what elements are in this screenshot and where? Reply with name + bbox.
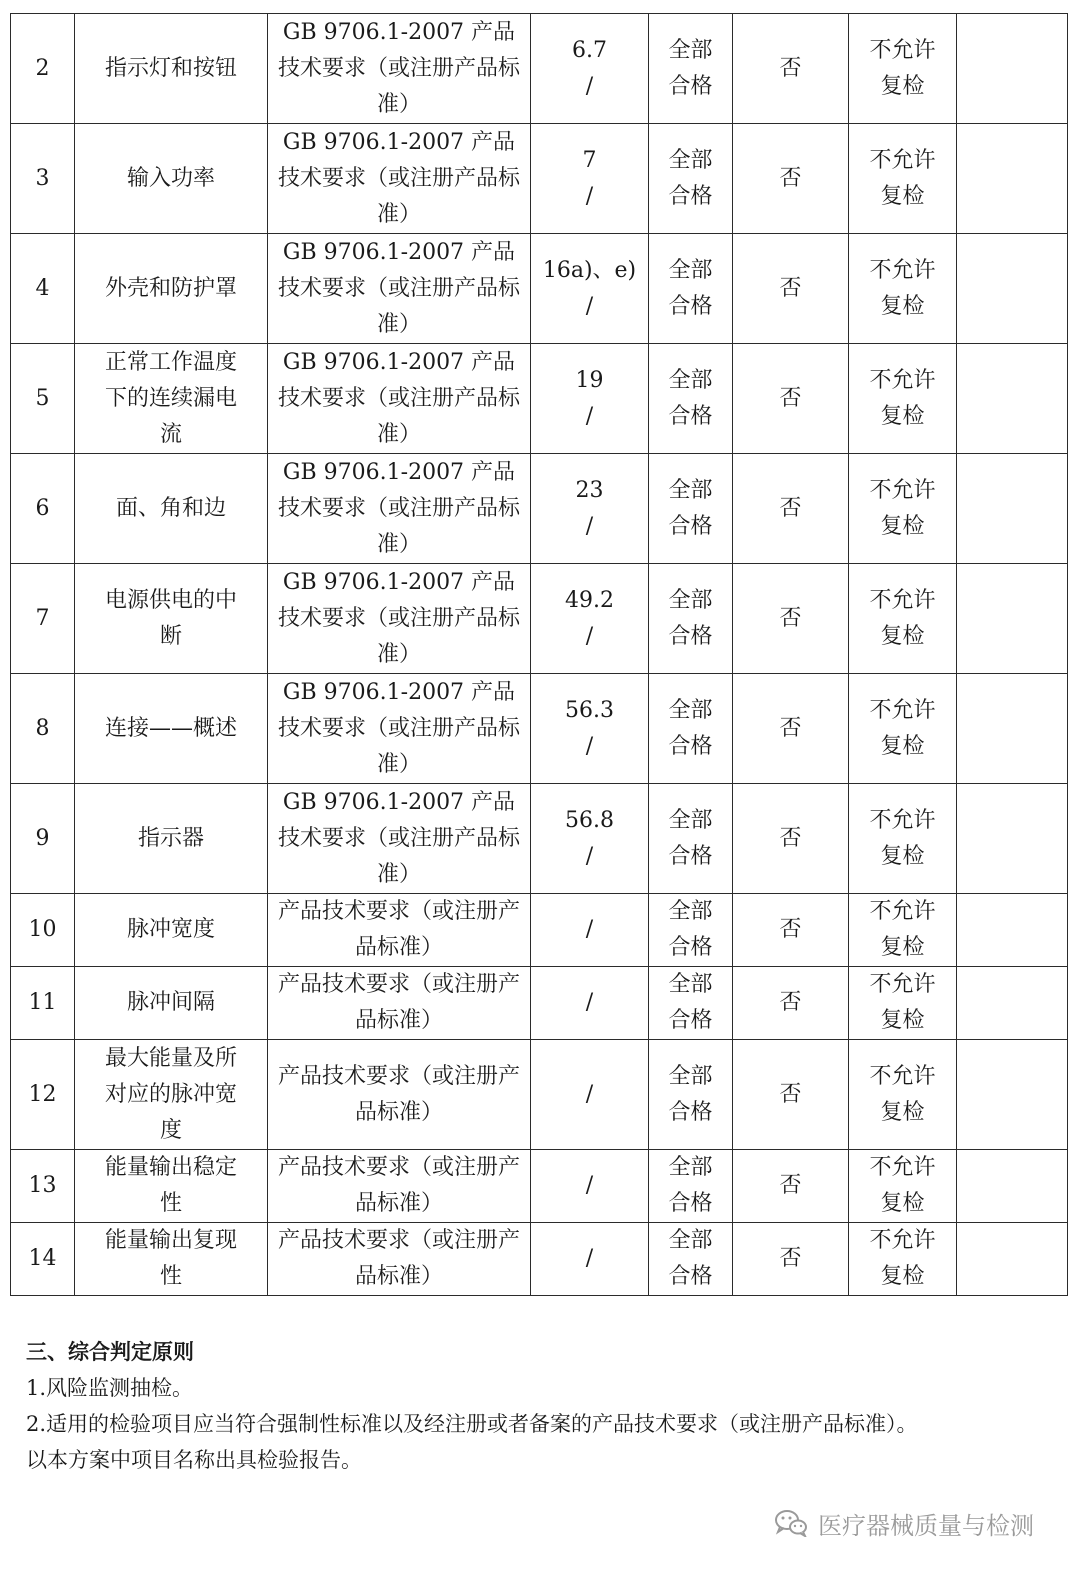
item-name: 脉冲间隔: [75, 967, 268, 1040]
professional-judgment: 否: [733, 1150, 849, 1223]
retest-policy: 不允许复检: [849, 344, 957, 454]
item-name: 电源供电的中断: [75, 564, 268, 674]
professional-judgment: 否: [733, 344, 849, 454]
remarks: [957, 784, 1068, 894]
clause-cell: [531, 1040, 649, 1150]
qualification-scope: 全部合格: [649, 234, 733, 344]
professional-judgment: 否: [733, 124, 849, 234]
remarks: [957, 674, 1068, 784]
principle-line: 1.风险监测抽检。: [26, 1376, 194, 1400]
principle-line: 2.适用的检验项目应当符合强制性标准以及经注册或者备案的产品技术要求（或注册产品标准）。: [26, 1412, 918, 1436]
standard-basis: 产品技术要求（或注册产品标准）: [268, 1040, 531, 1150]
remarks: [957, 1150, 1068, 1223]
clause-cell: [531, 1223, 649, 1296]
clause-cell: [531, 454, 649, 564]
retest-policy: 不允许复检: [849, 454, 957, 564]
standard-basis: GB 9706.1-2007 产品技术要求（或注册产品标准）: [268, 344, 531, 454]
qualification-scope: 全部合格: [649, 564, 733, 674]
professional-judgment: 否: [733, 14, 849, 124]
standard-basis: GB 9706.1-2007 产品技术要求（或注册产品标准）: [268, 234, 531, 344]
professional-judgment: 否: [733, 674, 849, 784]
retest-policy: 不允许复检: [849, 967, 957, 1040]
clause-number: 49.2: [565, 587, 614, 613]
table-row: [11, 967, 1068, 1040]
item-name: 指示灯和按钮: [75, 14, 268, 124]
clause-number: 56.8: [565, 807, 614, 833]
section-heading: 三、综合判定原则: [26, 1340, 194, 1364]
clause-cell: [531, 564, 649, 674]
clause-sub: /: [585, 1081, 594, 1107]
standard-basis: GB 9706.1-2007 产品技术要求（或注册产品标准）: [268, 674, 531, 784]
table-row: [11, 1223, 1068, 1296]
retest-policy: 不允许复检: [849, 1150, 957, 1223]
table-row: [11, 234, 1068, 344]
clause-sub: /: [585, 1246, 594, 1271]
row-number: 5: [11, 344, 75, 454]
row-number: 2: [11, 14, 75, 124]
qualification-scope: 全部合格: [649, 1150, 733, 1223]
retest-policy: 不允许复检: [849, 234, 957, 344]
remarks: [957, 234, 1068, 344]
table-row: [11, 1040, 1068, 1150]
qualification-scope: 全部合格: [649, 967, 733, 1040]
clause-cell: [531, 14, 649, 124]
remarks: [957, 124, 1068, 234]
clause-sub: /: [585, 183, 594, 209]
watermark-text: 医疗器械质量与检测: [818, 1511, 1034, 1540]
principle-line: 以本方案中项目名称出具检验报告。: [26, 1448, 362, 1472]
clause-cell: [531, 967, 649, 1040]
row-number: 8: [11, 674, 75, 784]
professional-judgment: 否: [733, 1040, 849, 1150]
item-name: 能量输出稳定性: [75, 1150, 268, 1223]
standard-basis: 产品技术要求（或注册产品标准）: [268, 1223, 531, 1296]
item-name: 外壳和防护罩: [75, 234, 268, 344]
standard-basis: GB 9706.1-2007 产品技术要求（或注册产品标准）: [268, 564, 531, 674]
table-row: [11, 784, 1068, 894]
qualification-scope: 全部合格: [649, 124, 733, 234]
standard-basis: 产品技术要求（或注册产品标准）: [268, 894, 531, 967]
standard-basis: GB 9706.1-2007 产品技术要求（或注册产品标准）: [268, 124, 531, 234]
professional-judgment: 否: [733, 1223, 849, 1296]
remarks: [957, 1223, 1068, 1296]
qualification-scope: 全部合格: [649, 454, 733, 564]
qualification-scope: 全部合格: [649, 894, 733, 967]
remarks: [957, 967, 1068, 1040]
clause-number: 56.3: [565, 697, 614, 723]
row-number: 6: [11, 454, 75, 564]
retest-policy: 不允许复检: [849, 1223, 957, 1296]
clause-cell: [531, 674, 649, 784]
retest-policy: 不允许复检: [849, 14, 957, 124]
remarks: [957, 454, 1068, 564]
table-row: [11, 14, 1068, 124]
table-body: [11, 14, 1068, 1296]
professional-judgment: 否: [733, 894, 849, 967]
clause-cell: [531, 1150, 649, 1223]
item-name: 连接——概述: [75, 674, 268, 784]
standard-basis: 产品技术要求（或注册产品标准）: [268, 1150, 531, 1223]
clause-cell: [531, 124, 649, 234]
remarks: [957, 344, 1068, 454]
row-number: 11: [11, 967, 75, 1040]
remarks: [957, 564, 1068, 674]
qualification-scope: 全部合格: [649, 1223, 733, 1296]
item-name: 脉冲宽度: [75, 894, 268, 967]
remarks: [957, 894, 1068, 967]
clause-number: 16a)、e): [542, 257, 637, 283]
table-row: [11, 894, 1068, 967]
row-number: 3: [11, 124, 75, 234]
qualification-scope: 全部合格: [649, 784, 733, 894]
inspection-table: [10, 13, 1068, 1296]
standard-basis: GB 9706.1-2007 产品技术要求（或注册产品标准）: [268, 784, 531, 894]
clause-sub: /: [585, 513, 594, 539]
clause-sub: /: [585, 733, 594, 759]
table-row: [11, 454, 1068, 564]
clause-sub: /: [585, 990, 594, 1015]
qualification-scope: 全部合格: [649, 674, 733, 784]
professional-judgment: 否: [733, 234, 849, 344]
row-number: 7: [11, 564, 75, 674]
professional-judgment: 否: [733, 454, 849, 564]
row-number: 14: [11, 1223, 75, 1296]
clause-sub: /: [585, 73, 594, 99]
row-number: 12: [11, 1040, 75, 1150]
clause-cell: [531, 344, 649, 454]
item-name: 能量输出复现性: [75, 1223, 268, 1296]
qualification-scope: 全部合格: [649, 344, 733, 454]
qualification-scope: 全部合格: [649, 14, 733, 124]
remarks: [957, 1040, 1068, 1150]
clause-cell: [531, 234, 649, 344]
item-name: 正常工作温度下的连续漏电流: [75, 344, 268, 454]
item-name: 最大能量及所对应的脉冲宽度: [75, 1040, 268, 1150]
row-number: 10: [11, 894, 75, 967]
clause-number: 23: [575, 477, 604, 503]
professional-judgment: 否: [733, 967, 849, 1040]
clause-sub: /: [585, 843, 594, 869]
table-row: [11, 674, 1068, 784]
clause-sub: /: [585, 623, 594, 649]
standard-basis: GB 9706.1-2007 产品技术要求（或注册产品标准）: [268, 454, 531, 564]
professional-judgment: 否: [733, 784, 849, 894]
row-number: 9: [11, 784, 75, 894]
table-row: [11, 564, 1068, 674]
professional-judgment: 否: [733, 564, 849, 674]
table-row: [11, 1150, 1068, 1223]
table-row: [11, 344, 1068, 454]
clause-sub: /: [585, 403, 594, 429]
clause-sub: /: [585, 1173, 594, 1198]
retest-policy: 不允许复检: [849, 784, 957, 894]
clause-number: 7: [582, 147, 597, 173]
row-number: 4: [11, 234, 75, 344]
row-number: 13: [11, 1150, 75, 1223]
qualification-scope: 全部合格: [649, 1040, 733, 1150]
watermark: [774, 1505, 1034, 1541]
clause-number: 19: [575, 367, 604, 393]
item-name: 输入功率: [75, 124, 268, 234]
clause-cell: [531, 784, 649, 894]
clause-sub: /: [585, 293, 594, 319]
remarks: [957, 14, 1068, 124]
standard-basis: GB 9706.1-2007 产品技术要求（或注册产品标准）: [268, 14, 531, 124]
retest-policy: 不允许复检: [849, 1040, 957, 1150]
retest-policy: 不允许复检: [849, 124, 957, 234]
standard-basis: 产品技术要求（或注册产品标准）: [268, 967, 531, 1040]
clause-number: 6.7: [572, 37, 607, 63]
clause-sub: /: [585, 917, 594, 942]
clause-cell: [531, 894, 649, 967]
retest-policy: 不允许复检: [849, 894, 957, 967]
wechat-icon: [774, 1509, 808, 1537]
item-name: 面、角和边: [75, 454, 268, 564]
judgment-principles: [26, 1334, 1066, 1478]
item-name: 指示器: [75, 784, 268, 894]
retest-policy: 不允许复检: [849, 674, 957, 784]
retest-policy: 不允许复检: [849, 564, 957, 674]
table-row: [11, 124, 1068, 234]
